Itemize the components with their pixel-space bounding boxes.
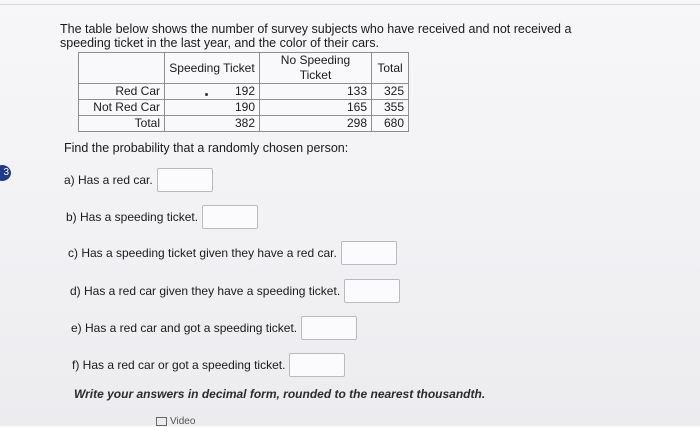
table-cell: 298 — [260, 116, 372, 132]
table-header-cell: Total — [372, 53, 409, 84]
table-cell: 192 — [165, 84, 260, 100]
table-cell: 190 — [165, 100, 260, 116]
table-header-cell — [79, 53, 165, 84]
row-label: Total — [79, 116, 165, 132]
survey-table — [78, 52, 409, 132]
table-row — [79, 116, 409, 132]
question-prompt: Find the probability that a randomly chosen person: — [64, 141, 349, 155]
answer-input-a[interactable] — [157, 168, 213, 192]
table-row — [79, 84, 409, 100]
answer-input-e[interactable] — [301, 316, 357, 340]
video-label: Video — [170, 416, 196, 427]
question-b — [66, 205, 258, 229]
table-cell: 355 — [372, 100, 409, 116]
table-header-cell: No Speeding Ticket — [260, 53, 372, 84]
cursor-dot — [205, 93, 208, 96]
question-label: e) Has a red car and got a speeding ticket. — [71, 321, 298, 335]
table-cell: 133 — [260, 84, 372, 100]
table-header-row — [79, 53, 409, 84]
answer-input-c[interactable] — [341, 241, 397, 265]
row-label: Red Car — [79, 84, 165, 100]
question-e — [71, 316, 357, 340]
table-cell: 680 — [372, 116, 409, 132]
question-c — [68, 241, 397, 265]
answer-input-b[interactable] — [202, 205, 258, 229]
table-cell: 165 — [260, 100, 372, 116]
question-a — [64, 168, 213, 192]
question-label: c) Has a speeding ticket given they have a red car. — [68, 246, 337, 260]
intro-text: The table below shows the number of survey subjects who have received and not received a speeding ticket in the last year, and the color of their cars. — [60, 22, 572, 50]
answer-input-f[interactable] — [289, 353, 345, 377]
table-header-cell: Speeding Ticket — [165, 53, 260, 84]
answer-input-d[interactable] — [344, 279, 400, 303]
question-d — [70, 279, 400, 303]
row-label: Not Red Car — [79, 100, 165, 116]
table-row — [79, 100, 409, 116]
question-f — [72, 353, 345, 377]
question-label: b) Has a speeding ticket. — [66, 210, 199, 224]
divider — [0, 4, 700, 5]
question-label: d) Has a red car given they have a speeding ticket. — [70, 284, 341, 298]
table-cell: 325 — [372, 84, 409, 100]
question-label: a) Has a red car. — [64, 173, 153, 187]
question-label: f) Has a red car or got a speeding ticket. — [72, 358, 286, 372]
table-cell: 382 — [165, 116, 260, 132]
video-link[interactable] — [156, 416, 195, 427]
question-number-badge: 3 — [0, 165, 11, 181]
instruction-note: Write your answers in decimal form, rounded to the nearest thousandth. — [74, 387, 486, 401]
